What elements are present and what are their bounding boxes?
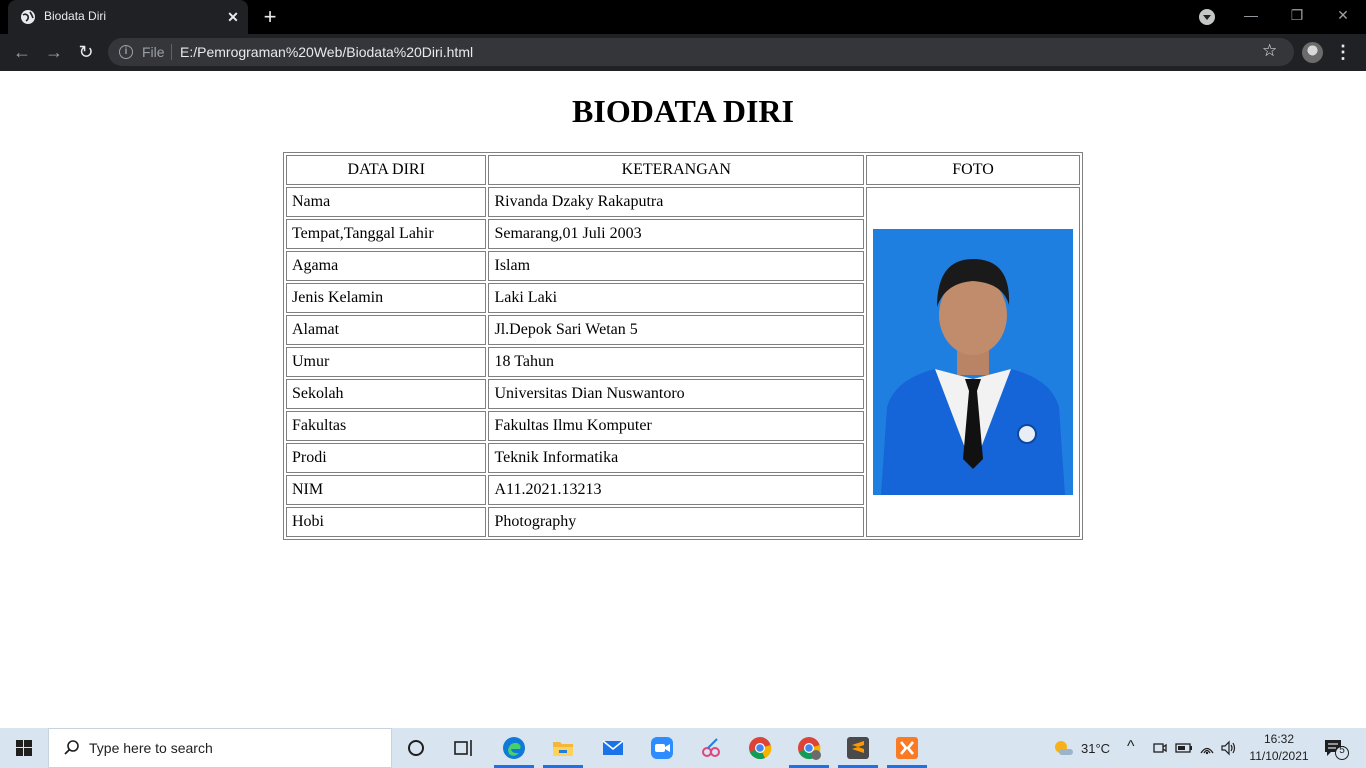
zoom-icon[interactable] [650,736,674,760]
search-icon [63,739,81,757]
row-label: Alamat [286,315,486,345]
volume-icon[interactable] [1220,740,1238,756]
row-value: Universitas Dian Nuswantoro [488,379,864,409]
url-text[interactable]: E:/Pemrograman%20Web/Biodata%20Diri.html [180,44,474,60]
row-label: Nama [286,187,486,217]
weather-sun-icon[interactable] [1052,738,1074,758]
row-value: A11.2021.13213 [488,475,864,505]
row-label: Hobi [286,507,486,537]
table-row [286,187,1080,217]
row-value: Teknik Informatika [488,443,864,473]
row-value: 18 Tahun [488,347,864,377]
menu-kebab-icon[interactable]: ⋮ [1334,42,1352,62]
page-viewport [0,71,1366,728]
back-button[interactable]: ← [13,42,31,62]
person-photo-illustration [873,229,1073,495]
new-tab-button[interactable]: + [263,4,277,29]
address-bar[interactable] [108,38,1294,66]
windows-start-icon[interactable] [0,728,48,768]
page-title: BIODATA DIRI [572,93,794,129]
snipping-tool-icon[interactable] [699,736,723,760]
omnibox-divider [171,44,172,60]
clock-date: 11/10/2021 [1249,749,1309,763]
row-label: NIM [286,475,486,505]
battery-icon[interactable] [1175,741,1193,755]
close-window-button[interactable]: ✕ [1337,7,1349,23]
row-value: Islam [488,251,864,281]
mail-icon[interactable] [601,736,625,760]
profile-photo [873,229,1073,495]
header-keterangan: KETERANGAN [488,155,864,185]
header-data-diri: DATA DIRI [286,155,486,185]
search-placeholder: Type here to search [89,740,213,756]
photo-cell [866,187,1080,537]
row-label: Fakultas [286,411,486,441]
notification-center-icon[interactable] [1323,737,1351,761]
row-label: Umur [286,347,486,377]
sublime-text-icon[interactable] [846,736,870,760]
chrome-icon[interactable] [748,736,772,760]
task-view-icon[interactable] [452,736,476,760]
row-value: Jl.Depok Sari Wetan 5 [488,315,864,345]
browser-tab[interactable] [8,0,248,34]
biodata-table [283,152,1083,540]
weather-temperature[interactable]: 31°C [1081,741,1111,756]
forward-button[interactable]: → [45,42,63,62]
row-label: Tempat,Tanggal Lahir [286,219,486,249]
restore-button[interactable]: ❐ [1290,7,1304,23]
meet-now-icon[interactable] [1152,740,1168,756]
tray-chevron-up-icon[interactable]: ^ [1127,738,1135,755]
bookmark-star-icon[interactable]: ☆ [1262,41,1278,60]
tab-close-icon[interactable]: ✕ [227,9,239,25]
minimize-button[interactable]: — [1244,7,1258,23]
row-label: Jenis Kelamin [286,283,486,313]
row-value: Fakultas Ilmu Komputer [488,411,864,441]
row-label: Sekolah [286,379,486,409]
windows-taskbar [0,728,1366,768]
scheme-label: File [142,44,165,60]
tab-title: Biodata Diri [44,9,107,23]
row-value: Laki Laki [488,283,864,313]
table-header-row [286,155,1080,185]
cortana-icon[interactable] [404,736,428,760]
row-value: Photography [488,507,864,537]
tab-search-icon[interactable] [1199,9,1215,25]
file-explorer-icon[interactable] [551,736,575,760]
row-label: Prodi [286,443,486,473]
browser-tab-bar [0,0,1366,34]
row-label: Agama [286,251,486,281]
header-foto: FOTO [866,155,1080,185]
wifi-icon[interactable] [1199,740,1215,756]
taskbar-search-box[interactable] [48,728,392,768]
reload-button[interactable]: ↻ [78,42,94,62]
globe-icon [20,9,36,25]
row-value: Semarang,01 Juli 2003 [488,219,864,249]
chrome-profile-icon[interactable] [797,736,821,760]
clock-time: 16:32 [1263,732,1295,746]
system-clock[interactable] [1242,731,1316,765]
info-icon[interactable]: i [119,45,133,59]
xampp-icon[interactable] [895,736,919,760]
notification-count: 5 [1339,745,1345,756]
profile-avatar[interactable] [1302,42,1323,63]
row-value: Rivanda Dzaky Rakaputra [488,187,864,217]
edge-browser-icon[interactable] [502,736,526,760]
browser-toolbar [0,34,1366,71]
